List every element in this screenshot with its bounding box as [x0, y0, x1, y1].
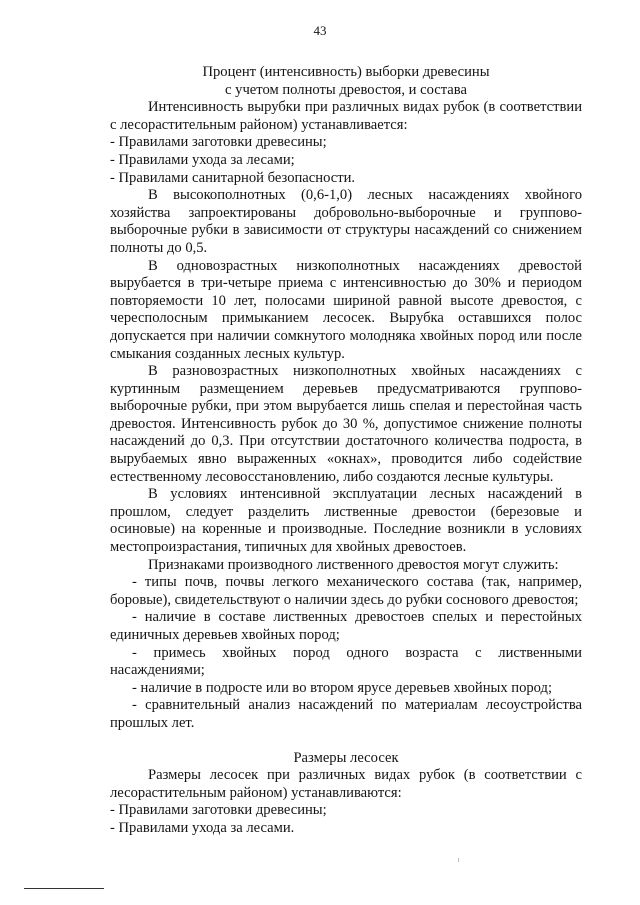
sign-item: - примесь хвойных пород одного возраста с лиственными насаждениями;	[110, 644, 582, 679]
scan-speck	[458, 858, 459, 862]
section2-title: Размеры лесосек	[293, 749, 399, 766]
section-gap	[110, 733, 582, 750]
rule-item: - Правилами заготовки древесины;	[110, 802, 327, 819]
sign-item: - типы почв, почвы легкого механического состава (так, например, боровые), свидетельствуют о наличии здесь до рубки соснового древостоя;	[110, 574, 582, 608]
paragraph-deciduous: В условиях интенсивной эксплуатации лесных насаждений в прошлом, следует разделить лиственные древостои (березовые и осиновые) на коренные и производные. Последние возникли в условиях местопроизрастания, типичных для хвойных древостоев.	[110, 486, 582, 556]
rule-item: - Правилами санитарной безопасности.	[110, 169, 356, 186]
footnote-separator-line	[24, 888, 104, 889]
rule-item: - Правилами заготовки древесины;	[110, 134, 327, 151]
rule-item: - Правилами ухода за лесами.	[110, 819, 295, 836]
sign-item: - наличие в составе лиственных древостоев спелых и перестойных единичных деревьев хвойных пород;	[110, 609, 582, 643]
sign-item: - сравнительный анализ насаждений по материалам лесоустройства прошлых лет.	[110, 697, 582, 731]
section1-title-line1: Процент (интенсивность) выборки древесины	[202, 64, 490, 80]
rule-item: - Правилами ухода за лесами;	[110, 151, 295, 168]
section1-intro: Интенсивность вырубки при различных видах рубок (в соответствии с лесорастительным районом) устанавливается:	[110, 99, 582, 133]
paragraph-uneven-aged: В разновозрастных низкополнотных хвойных насаждениях с куртинным размещением деревьев предусматриваются группово-выборочные рубки, при этом вырубается лишь спелая и перестойная часть древостоя. Интенсивность рубок до 30 %, допустимое снижение полноты насаждений до 0,3. При отсутствии достаточного количества подроста, в вырубаемых явно выраженных «окнах», проводится либо содействие естественному лесовосстановлению, либо создаются лесные культуры.	[110, 363, 582, 485]
section1-title-line2: с учетом полноты древостоя, и состава	[225, 81, 467, 98]
sign-item: - наличие в подросте или во втором ярусе деревьев хвойных пород;	[132, 679, 553, 696]
page-number: 43	[313, 23, 327, 38]
paragraph-even-aged: В одновозрастных низкополнотных насаждениях древостой вырубается в три-четыре приема с интенсивностью до 30% и периодом повторяемости 10 лет, полосами шириной равной высоте древостоя, с чересполосным примыканием лесосек. Вырубка оставшихся полос допускается при наличии сомкнутого молодняка хвойных пород или после смыкания созданных лесных культур.	[110, 257, 582, 362]
page-content	[110, 64, 582, 838]
paragraph-high-density: В высокополнотных (0,6-1,0) лесных насаждениях хвойного хозяйства запроектированы добровольно-выборочные и группово-выборочные рубки в зависимости от структуры насаждений со снижением полноты до 0,5.	[110, 187, 582, 256]
section2-intro: Размеры лесосек при различных видах рубок (в соответствии с лесорастительным районом) устанавливаются:	[110, 767, 582, 801]
paragraph-signs-intro: Признаками производного лиственного древостоя могут служить:	[148, 556, 559, 573]
